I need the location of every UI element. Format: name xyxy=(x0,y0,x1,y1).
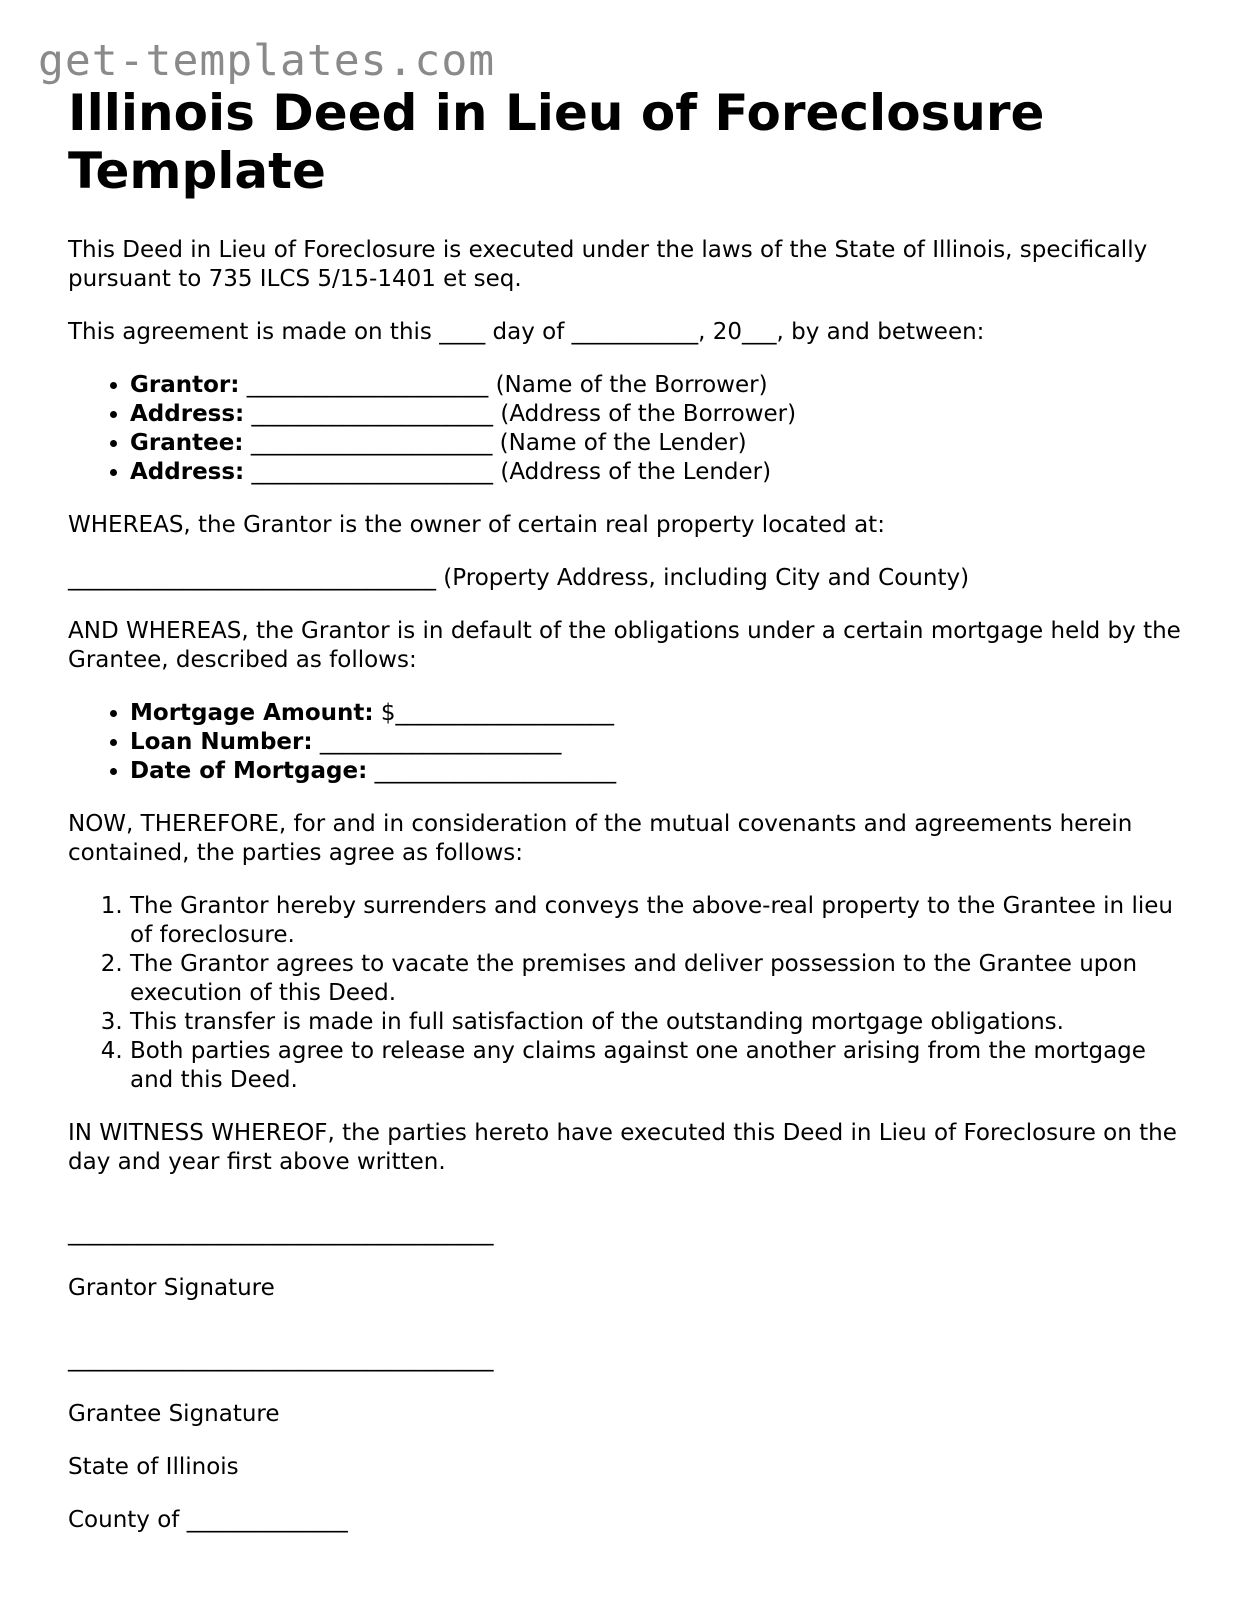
county-line: County of ______________ xyxy=(68,1507,348,1533)
party-field: _____________________ (Name of the Lender) xyxy=(243,430,747,456)
property-address-line: ________________________________ (Property Address, including City and County) xyxy=(68,565,970,591)
party-field: _____________________ (Name of the Borrower) xyxy=(239,372,768,398)
mortgage-label: Mortgage Amount: xyxy=(130,700,374,726)
list-item: 4. Both parties agree to release any claims against one another arising from the mortgage and this Deed. xyxy=(130,1037,1188,1095)
list-item: 2. The Grantor agrees to vacate the premises and deliver possession to the Grantee upon execution of this Deed. xyxy=(130,950,1188,1008)
document-body xyxy=(68,84,1188,1559)
grantee-signature-line: _____________________________________ xyxy=(68,1346,494,1372)
list-item xyxy=(130,728,1188,757)
agreement-line: This agreement is made on this ____ day of ___________, 20___, by and between: xyxy=(68,319,985,345)
mortgage-label: Loan Number: xyxy=(130,729,313,755)
list-item xyxy=(130,371,1188,400)
mortgage-field: _____________________ xyxy=(312,729,562,755)
whereas-owner-paragraph: WHEREAS, the Grantor is the owner of certain real property located at: xyxy=(68,512,885,538)
party-label: Address: xyxy=(130,459,245,485)
list-item: 3. This transfer is made in full satisfaction of the outstanding mortgage obligations. xyxy=(130,1008,1188,1037)
watermark: get-templates.com xyxy=(38,36,496,86)
terms-list xyxy=(68,892,1188,1095)
document-title: Illinois Deed in Lieu of Foreclosure Template xyxy=(68,84,1045,200)
mortgage-list xyxy=(68,699,1188,786)
intro-paragraph: This Deed in Lieu of Foreclosure is executed under the laws of the State of Illinois, specifically pursuant to 735 ILCS 5/15-1401 et seq. xyxy=(68,237,1148,292)
whereas-default-paragraph: AND WHEREAS, the Grantor is in default of the obligations under a certain mortgage held by the Grantee, described as follows: xyxy=(68,618,1181,673)
grantee-signature-label: Grantee Signature xyxy=(68,1401,280,1427)
party-label: Grantee: xyxy=(130,430,244,456)
list-item: 1. The Grantor hereby surrenders and conveys the above-real property to the Grantee in lieu of foreclosure. xyxy=(130,892,1188,950)
mortgage-field: _____________________ xyxy=(367,758,617,784)
witness-paragraph: IN WITNESS WHEREOF, the parties hereto have executed this Deed in Lieu of Foreclosure on the day and year first above written. xyxy=(68,1120,1177,1175)
grantor-signature-label: Grantor Signature xyxy=(68,1275,275,1301)
list-item xyxy=(130,429,1188,458)
party-label: Address: xyxy=(130,401,245,427)
list-item xyxy=(130,400,1188,429)
state-line: State of Illinois xyxy=(68,1454,239,1480)
grantor-signature-line: _____________________________________ xyxy=(68,1220,494,1246)
mortgage-field: $___________________ xyxy=(373,700,615,726)
list-item xyxy=(130,458,1188,487)
list-item xyxy=(130,699,1188,728)
now-therefore-paragraph: NOW, THEREFORE, for and in consideration of the mutual covenants and agreements herein contained, the parties agree as follows: xyxy=(68,811,1133,866)
mortgage-label: Date of Mortgage: xyxy=(130,758,368,784)
party-field: _____________________ (Address of the Lender) xyxy=(244,459,772,485)
party-field: _____________________ (Address of the Borrower) xyxy=(244,401,797,427)
party-label: Grantor: xyxy=(130,372,240,398)
list-item xyxy=(130,757,1188,786)
parties-list xyxy=(68,371,1188,487)
